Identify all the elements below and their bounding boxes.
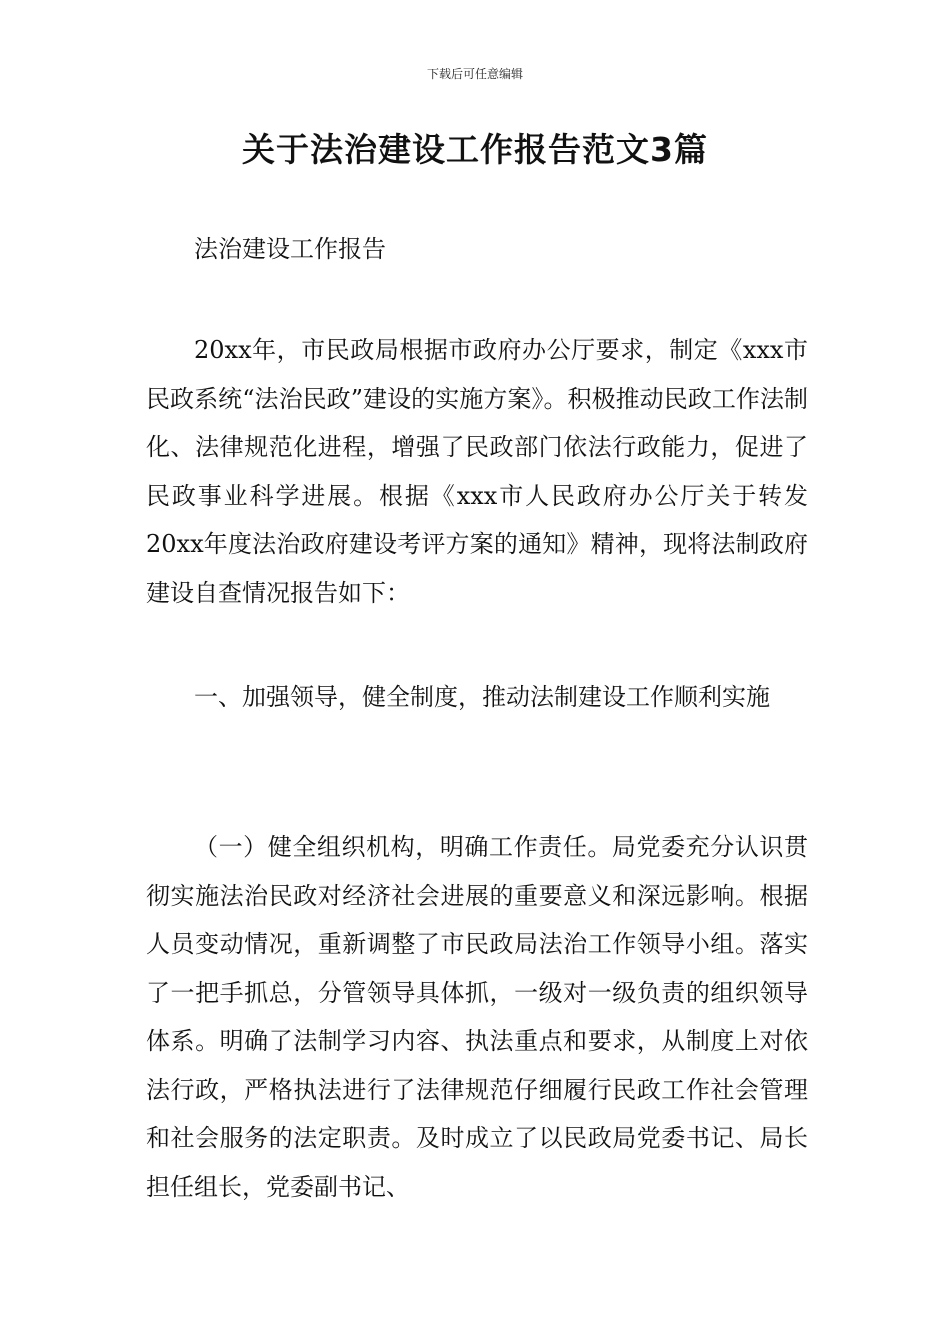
paragraph-section-one-heading: 一、加强领导，健全制度，推动法制建设工作顺利实施	[194, 683, 770, 711]
header-note: 下载后可任意编辑	[426, 67, 523, 81]
document-title: 关于法治建设工作报告范文3篇	[242, 130, 708, 169]
paragraph-organization: （一）健全组织机构，明确工作责任。局党委充分认识贯彻实施法治民政对经济社会进展的重要意义和深远影响。根据人员变动情况，重新调整了市民政局法治工作领导小组。落实了一把手抓总，分管领导具体抓，一级对一级负责的组织领导体系。明确了法制学习内容、执法重点和要求，从制度上对依法行政，严格执法进行了法律规范仔细履行民政工作社会管理和社会服务的法定职责。及时成立了以民政局党委书记、局长担任组长，党委副书记、	[146, 833, 808, 1201]
section-subheading: 法治建设工作报告	[194, 235, 386, 263]
paragraph-intro: 20xx年，市民政局根据市政府办公厅要求，制定《xxx市民政系统“法治民政”建设的实施方案》。积极推动民政工作法制化、法律规范化进程，增强了民政部门依法行政能力，促进了民政事业科学进展。根据《xxx市人民政府办公厅关于转发20xx年度法治政府建设考评方案的通知》精神，现将法制政府建设自查情况报告如下：	[146, 336, 808, 607]
